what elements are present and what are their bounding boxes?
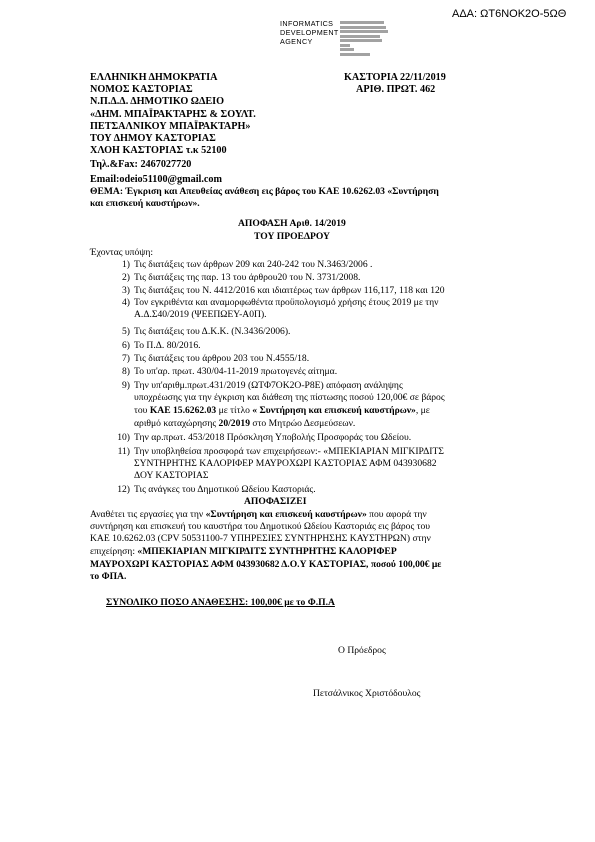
- list-item-cont: υποχρέωσης για την έγκριση και διάθεση της πίστωσης ποσού 120,00€ σε βάρος: [134, 392, 445, 403]
- subject: [90, 186, 439, 197]
- list-item-cont: αριθμό καταχώρησης 20/2019 στο Μητρώο Δεσμεύσεων.: [134, 418, 356, 429]
- total-amount: ΣΥΝΟΛΙΚΟ ΠΟΣΟ ΑΝΑΘΕΣΗΣ: 100,00€ με το Φ.Π.Α: [106, 597, 335, 608]
- subject-text-cont: και επισκευή καυστήρων».: [90, 198, 200, 209]
- logo-line: DEVELOPMENT: [280, 28, 339, 37]
- list-item-cont: ΔΟΥ ΚΑΣΤΟΡΙΑΣ: [134, 470, 209, 481]
- decision-paragraph-line: Αναθέτει τις εργασίες για την «Συντήρηση και επισκευή καυστήρων» που αφορά την: [90, 509, 427, 520]
- decision-paragraph-line: επιχείρηση: «ΜΠΕΚΙΑΡΙΑΝ ΜΙΓΚΙΡΔΙΤΣ ΣΥΝΤΗΡΗΤΗΣ ΚΑΛΟΡΙΦΕΡ: [90, 546, 397, 557]
- header-line: ΝΟΜΟΣ ΚΑΣΤΟΡΙΑΣ: [90, 84, 193, 96]
- decision-paragraph-line: το ΦΠΑ.: [90, 571, 127, 582]
- header-line: ΕΛΛΗΝΙΚΗ ΔΗΜΟΚΡΑΤΙΑ: [90, 72, 218, 83]
- agency-logo: [280, 20, 390, 50]
- having-regard-label: Έχοντας υπόψη:: [90, 247, 153, 258]
- list-item-cont: Α.Δ.Σ40/2019 (ΨΕΕΠΩΕΥ-Α0Π).: [134, 309, 267, 320]
- decision-paragraph-line: ΚΑΕ 10.6262.03 (CPV 50531100-7 ΥΠΗΡΕΣΙΕΣ ΣΥΝΤΗΡΗΣΗΣ ΚΑΥΣΤΗΡΩΝ) στην: [90, 533, 431, 544]
- signature-name: Πετσάλνικος Χριστόδουλος: [313, 688, 421, 699]
- header-line: «ΔΗΜ. ΜΠΑΪΡΑΚΤΑΡΗΣ & ΣΟΥΛΤ.: [90, 108, 256, 120]
- decision-title: ΑΠΟΦΑΣΗ Αριθ. 14/2019: [238, 218, 346, 229]
- list-item-cont: του ΚΑΕ 15.6262.03 με τίτλο « Συντήρηση και επισκευή καυστήρων», με: [134, 405, 430, 416]
- protocol-number: ΑΡΙΘ. ΠΡΩΤ. 462: [356, 84, 436, 96]
- logo-line: AGENCY: [280, 37, 313, 46]
- header-line: ΠΕΤΣΑΛΝΙΚΟΥ ΜΠΑΪΡΑΚΤΑΡΗ»: [90, 120, 251, 132]
- header-line: ΧΛΟΗ ΚΑΣΤΟΡΙΑΣ τ.κ 52100: [90, 145, 227, 157]
- header-left: [90, 72, 256, 186]
- header-line: Ν.Π.Δ.Δ. ΔΗΜΟΤΙΚΟ ΩΔΕΙΟ: [90, 96, 225, 108]
- decides-title: ΑΠΟΦΑΣΙΖΕΙ: [244, 496, 307, 507]
- logo-greek-text-graphic: [340, 21, 388, 57]
- subject-label: ΘΕΜΑ:: [90, 186, 124, 197]
- ada-code: ΑΔΑ: ΩΤ6ΝΟΚ2Ο-5ΩΘ: [452, 8, 567, 20]
- decision-paragraph-line: ΜΑΥΡΟΧΩΡΙ ΚΑΣΤΟΡΙΑΣ ΑΦΜ 043930682 Δ.Ο.Υ ΚΑΣΤΟΡΙΑΣ, ποσού 100,00€ με: [90, 559, 442, 570]
- decision-paragraph-line: συντήρηση και επισκευή του καυστήρα του Δημοτικού Ωδείου Καστοριάς εις βάρος του: [90, 521, 431, 532]
- list-item-cont: ΣΥΝΤΗΡΗΤΗΣ ΚΑΛΟΡΙΦΕΡ ΜΑΥΡΟΧΩΡΙ ΚΑΣΤΟΡΙΑΣ ΑΦΜ 043930682: [134, 458, 437, 469]
- header-line: ΤΟΥ ΔΗΜΟΥ ΚΑΣΤΟΡΙΑΣ: [90, 132, 216, 144]
- header-email: Email:odeio51100@gmail.com: [90, 173, 222, 185]
- logo-line: INFORMATICS: [280, 19, 334, 28]
- header-right: [344, 72, 446, 96]
- signature-role: Ο Πρόεδρος: [338, 645, 386, 656]
- president-title: ΤΟΥ ΠΡΟΕΔΡΟΥ: [254, 231, 330, 242]
- subject-text: Έγκριση και Απευθείας ανάθεση εις βάρος του ΚΑΕ 10.6262.03 «Συντήρηση: [123, 186, 439, 197]
- header-line: Τηλ.&Fax: 2467027720: [90, 159, 192, 171]
- document-date: ΚΑΣΤΟΡΙΑ 22/11/2019: [344, 72, 446, 83]
